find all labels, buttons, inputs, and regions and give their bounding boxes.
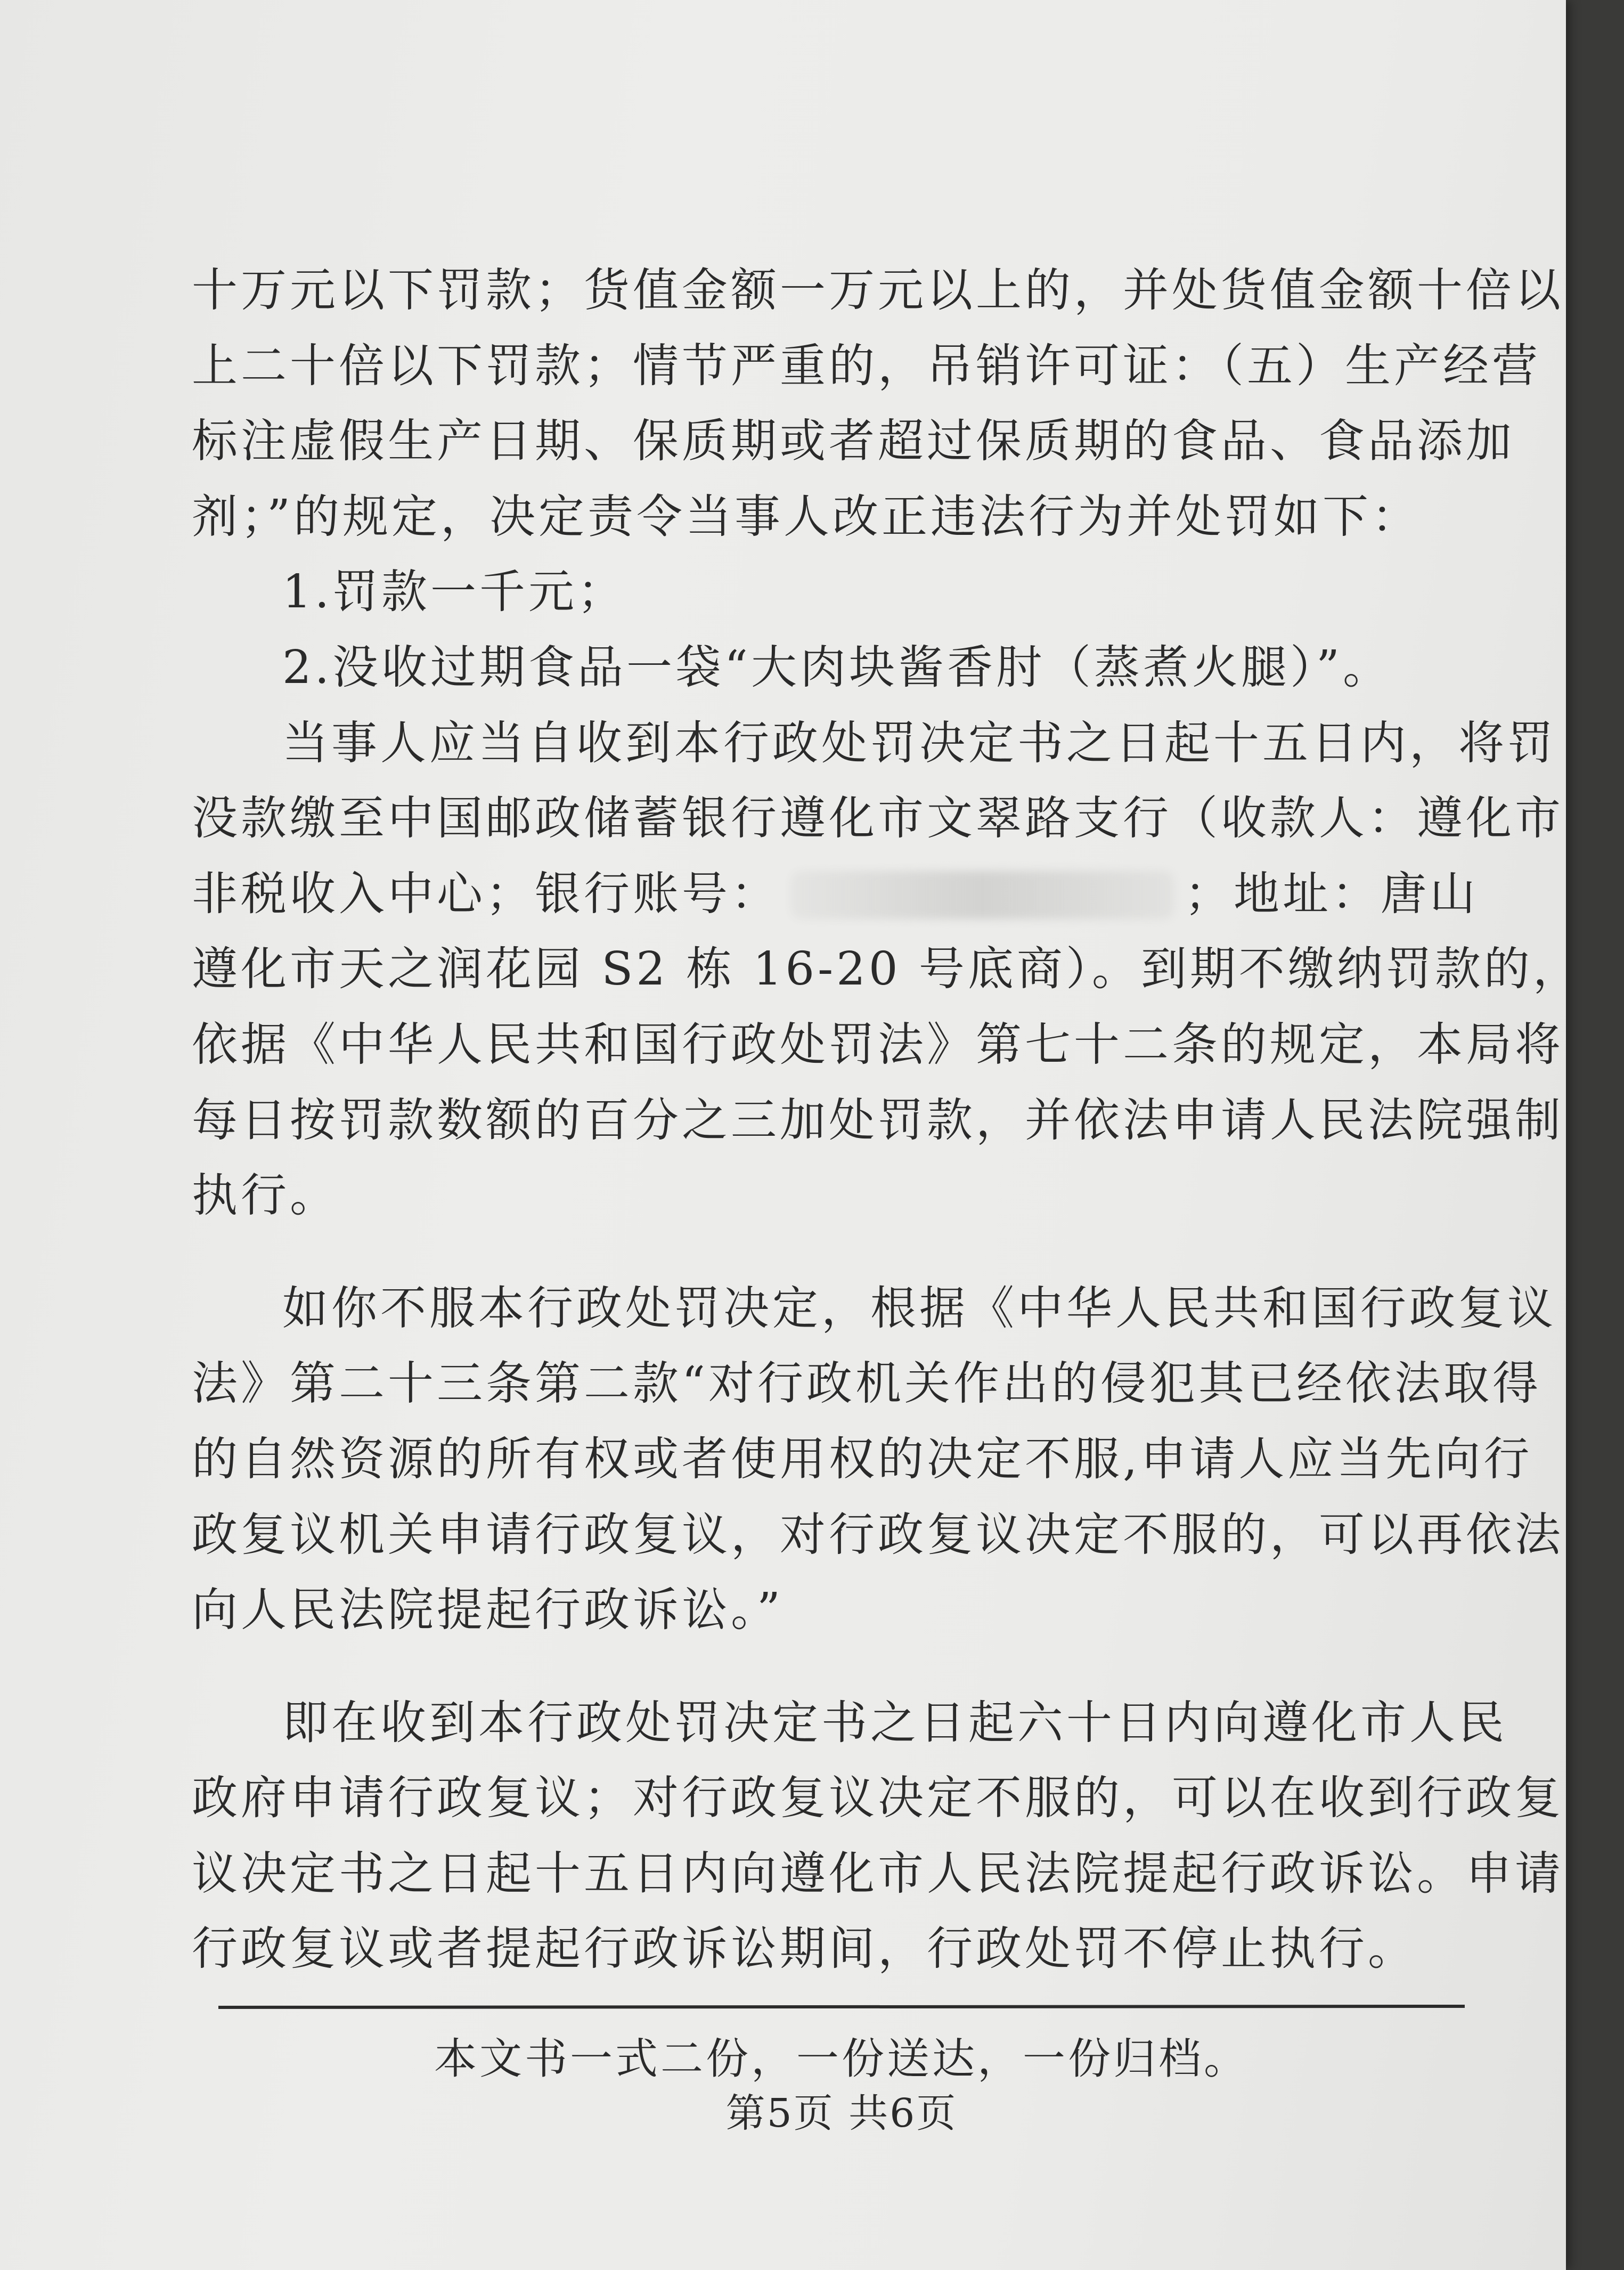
- body-line: 议决定书之日起十五日内向遵化市人民法院提起行政诉讼。申请: [192, 1846, 1564, 1900]
- body-line: 法》第二十三条第二款“对行政机关作出的侵犯其已经依法取得: [192, 1357, 1541, 1411]
- penalty-item-2: 2.没收过期食品一袋“大肉块酱香肘（蒸煮火腿）”。: [282, 640, 1392, 694]
- body-line: 如你不服本行政处罚决定，根据《中华人民共和国行政复议: [282, 1281, 1556, 1335]
- body-line: 遵化市天之润花园 S2 栋 16-20 号底商）。到期不缴纳罚款的，: [192, 942, 1582, 996]
- body-line: 即在收到本行政处罚决定书之日起六十日内向遵化市人民: [282, 1696, 1507, 1750]
- body-line: 行政复议或者提起行政诉讼期间，行政处罚不停止执行。: [192, 1922, 1417, 1976]
- body-line: 政府申请行政复议；对行政复议决定不服的，可以在收到行政复: [192, 1771, 1564, 1825]
- body-line: 没款缴至中国邮政储蓄银行遵化市文翠路支行（收款人：遵化市: [192, 792, 1564, 845]
- body-line: 向人民法院提起行政诉讼。”: [192, 1583, 784, 1637]
- bank-account-line: [192, 857, 1481, 932]
- body-line: 的自然资源的所有权或者使用权的决定不服,申请人应当先向行: [192, 1432, 1533, 1486]
- document-body: [192, 253, 1582, 1987]
- body-line: 上二十倍以下罚款；情节严重的，吊销许可证：（五）生产经营: [192, 339, 1541, 393]
- redacted-account-number: [790, 871, 1174, 919]
- body-line: 当事人应当自收到本行政处罚决定书之日起十五日内，将罚: [282, 716, 1556, 770]
- footer-divider: [218, 2005, 1465, 2009]
- body-line: 政复议机关申请行政复议，对行政复议决定不服的，可以再依法: [192, 1508, 1564, 1561]
- address-label: ；地址：唐山: [1185, 867, 1479, 921]
- body-line: 十万元以下罚款；货值金额一万元以上的，并处货值金额十倍以: [192, 264, 1564, 317]
- bank-account-label: 非税收入中心；银行账号：: [192, 867, 780, 921]
- body-line: 执行。: [192, 1169, 339, 1223]
- body-line: 依据《中华人民共和国行政处罚法》第七十二条的规定，本局将: [192, 1018, 1564, 1071]
- body-line: 标注虚假生产日期、保质期或者超过保质期的食品、食品添加: [192, 414, 1515, 468]
- page-number: 第5页 共6页: [725, 2090, 958, 2136]
- body-line: 每日按罚款数额的百分之三加处罚款，并依法申请人民法院强制: [192, 1093, 1564, 1147]
- copies-note: 本文书一式二份，一份送达，一份归档。: [434, 2034, 1249, 2084]
- penalty-item-1: 1.罚款一千元；: [282, 565, 627, 619]
- body-line: 剂；”的规定，决定责令当事人改正违法行为并处罚如下：: [192, 490, 1421, 543]
